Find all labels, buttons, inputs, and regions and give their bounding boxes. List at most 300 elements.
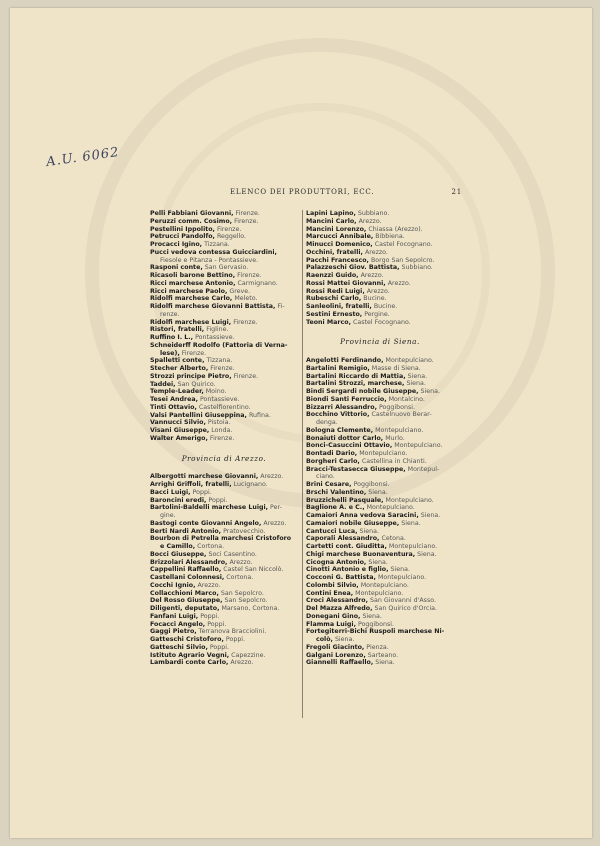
producer-place: Londa. (209, 427, 233, 434)
producer-place: Moino. (203, 388, 227, 396)
producer-place: Arezzo. (358, 272, 384, 279)
producer-name: Rasponi conte, (150, 264, 203, 272)
list-item (306, 659, 454, 667)
producer-name: Angelotti Ferdinando, (306, 357, 384, 364)
producer-place: Per- (268, 504, 282, 512)
producer-name: Biondi Santi Ferruccio, (306, 395, 387, 403)
producer-place: Poggibonsi. (351, 481, 390, 488)
producer-name: Palazzeschi Giov. Battista, (306, 264, 400, 272)
list-item (306, 613, 454, 621)
producer-place: Poggibonsi. (356, 620, 395, 628)
producer-name: Bartalini Remigio, (306, 364, 370, 372)
list-item (150, 241, 298, 249)
list-item (306, 504, 454, 512)
list-item (306, 288, 454, 296)
list-item (150, 365, 298, 373)
producer-name: Temple-Leader, (150, 388, 204, 396)
producer-name: Visani Giuseppe, (150, 427, 210, 434)
list-item (150, 481, 298, 489)
entries-list (150, 210, 298, 443)
producer-name: Contini Enea, (306, 589, 354, 597)
list-item (150, 319, 298, 327)
list-item (150, 566, 298, 574)
producer-name: Borgheri Carlo, (306, 457, 360, 465)
producer-name: Rossi Redi Luigi, (306, 287, 365, 295)
producer-name: Sanleolini, fratelli, (306, 303, 372, 310)
list-item (306, 590, 454, 598)
producer-place: Castelfiorentino. (196, 403, 251, 411)
producer-name: Camaiori Anna vedova Saracini, (306, 512, 419, 519)
producer-place: Siena. (366, 488, 388, 496)
producer-place: Sarteano. (365, 651, 399, 659)
producer-name: Brizzolari Alessandro, (150, 558, 228, 566)
producer-name: Cartetti cont. Giuditta, (306, 543, 387, 550)
producer-name: Pacchi Francesco, (306, 256, 369, 264)
list-item (306, 528, 454, 536)
producer-name: Schneiderff Rodolfo (Fattoria di Verna- (150, 341, 288, 349)
producer-name: Ricci marchese Antonio, (150, 279, 236, 287)
producer-name: colò, (316, 636, 333, 643)
producer-place: San Quirico. (175, 380, 216, 388)
list-item (150, 528, 298, 536)
list-item (150, 435, 298, 443)
list-item (150, 504, 298, 512)
producer-place: gine. (160, 512, 176, 519)
list-item (306, 388, 454, 396)
producer-place: San Giovanni d'Asso. (368, 597, 436, 605)
producer-name: Occhini, fratelli, (306, 248, 363, 256)
producer-name: Galgani Lorenzo, (306, 651, 366, 659)
list-item (150, 621, 298, 629)
producer-place: Firenze. (231, 372, 259, 380)
list-item (306, 404, 454, 412)
list-item (306, 458, 454, 466)
producer-place: Marsano, Cortona. (219, 605, 280, 612)
list-item (306, 450, 454, 458)
producer-place: Poggibonsi. (376, 403, 416, 411)
producer-place: Tizzana. (204, 357, 233, 365)
producer-place: Borgo San Sepolcro. (368, 256, 435, 264)
producer-place: Figline. (204, 326, 229, 334)
producer-place: Soci Casentino. (206, 550, 257, 558)
list-item (306, 551, 454, 559)
producer-place: Lucignano. (231, 481, 268, 488)
producer-place: Siena. (373, 659, 395, 667)
list-item (306, 427, 454, 435)
producer-place: Firenze. (235, 272, 262, 279)
entries-list-arezzo (150, 473, 298, 667)
list-item (306, 272, 454, 280)
producer-place: Arezzo. (258, 473, 284, 481)
list-item (306, 628, 454, 636)
producer-name: Bologna Clemente, (306, 426, 374, 434)
producer-name: Lambardi conte Carlo, (150, 659, 229, 667)
producer-place: Arezzo. (356, 217, 382, 225)
producer-name: Bruzzichelli Pasquale, (306, 496, 384, 504)
producer-place: San Gervasio. (202, 264, 249, 272)
list-item (306, 489, 454, 497)
producer-place: Siena. (388, 566, 410, 574)
producer-name: Stecher Alberto, (150, 365, 209, 372)
entries-list (306, 210, 454, 326)
producer-place: Siena. (418, 388, 441, 395)
list-item (306, 226, 454, 234)
list-item (150, 574, 298, 582)
producer-place: Firenze. (231, 318, 258, 326)
producer-place: Montepulciano. (353, 589, 404, 597)
list-item (306, 210, 454, 218)
producer-place: Castel San Niccolò. (221, 566, 284, 574)
producer-name: Caporali Alessandro, (306, 535, 380, 543)
producer-name: Croci Alessandro, (306, 597, 368, 605)
list-item (150, 489, 298, 497)
list-item (150, 543, 298, 551)
producer-name: Baroncini eredi, (150, 496, 207, 504)
producer-place: Montepulciano. (386, 543, 438, 550)
list-item (150, 257, 298, 265)
list-item (150, 326, 298, 334)
producer-place: Pergine. (362, 310, 390, 318)
list-item (150, 559, 298, 567)
producer-name: Fortegiterri-Bichi Ruspoli marchese Ni- (306, 628, 445, 636)
producer-place: Siena. (405, 372, 428, 380)
producer-place: Cortona. (195, 543, 225, 550)
list-item (306, 636, 454, 644)
list-item (306, 582, 454, 590)
producer-place: Siena. (366, 558, 388, 566)
producer-place: Siena. (360, 612, 382, 620)
list-item (306, 597, 454, 605)
list-item (150, 613, 298, 621)
producer-place: Poppi. (206, 496, 228, 504)
list-item (150, 551, 298, 559)
producer-name: Pucci vedova contessa Guicciardini, (150, 248, 277, 256)
list-item (150, 404, 298, 412)
producer-name: Pelli Fabbiani Giovanni, (150, 210, 234, 217)
producer-name: Diligenti, deputato, (150, 605, 220, 612)
producer-name: Gaggi Pietro, (150, 628, 197, 636)
producer-name: Walter Amerigo, (150, 434, 208, 442)
producer-place: Montepulciano. (375, 574, 427, 581)
list-item (150, 512, 298, 520)
list-item (150, 357, 298, 365)
producer-place: Murlo. (383, 434, 405, 442)
producer-place: Rufina. (246, 411, 271, 419)
producer-name: Spalletti conte, (150, 357, 205, 365)
producer-name: Petrucci Pandolfo, (150, 233, 215, 241)
list-item (306, 357, 454, 365)
producer-name: Taddei, (150, 380, 176, 388)
producer-name: Brini Cesare, (306, 481, 352, 488)
producer-place: Castel Focognano. (372, 241, 433, 248)
producer-name: Fanfani Luigi, (150, 612, 199, 620)
producer-place: Firenze. (179, 349, 207, 357)
list-item (306, 435, 454, 443)
producer-place: Terranova Bracciolini. (196, 628, 267, 636)
producer-place: Poppi. (198, 612, 220, 620)
producer-place: Reggello. (214, 233, 247, 241)
producer-name: Tinti Ottavio, (150, 403, 197, 411)
list-item (306, 295, 454, 303)
list-item (150, 311, 298, 319)
producer-place: ciano. (316, 473, 335, 481)
list-item (150, 597, 298, 605)
producer-name: Peruzzi comm. Cosimo, (150, 217, 233, 225)
producer-place: Bucine. (371, 303, 398, 310)
producer-name: Focacci Angelo, (150, 620, 206, 628)
producer-place: Castel Focognano. (350, 318, 411, 326)
handwritten-note: A.U. 6062 (45, 144, 121, 171)
producer-place: Firenze. (207, 434, 235, 442)
producer-name: Marcucci Annibale, (306, 233, 374, 241)
list-item (306, 233, 454, 241)
producer-place: Montepulciano. (392, 442, 443, 450)
producer-name: Vannucci Silvio, (150, 419, 206, 427)
list-item (150, 295, 298, 303)
producer-place: Montepulciano. (357, 450, 408, 457)
producer-name: Bastogi conte Giovanni Angelo, (150, 519, 262, 527)
producer-place: Siena. (357, 527, 380, 535)
producer-name: Pestellini Ippolito, (150, 225, 215, 233)
producer-place: San Quirico d'Orcia. (372, 605, 437, 612)
running-title: ELENCO DEI PRODUTTORI, ECC. (230, 188, 375, 196)
producer-place: Poppi. (223, 636, 246, 643)
producer-name: Ricasoli barone Bettino, (150, 272, 236, 279)
producer-place: Montepulciano. (383, 357, 434, 364)
producer-place: Montepulciano. (358, 581, 409, 589)
producer-name: Bartolini-Baldelli marchese Luigi, (150, 504, 269, 512)
producer-name: Arrighi Griffoli, fratelli, (150, 481, 232, 488)
producer-place: Poppi. (207, 643, 230, 651)
producer-place: Siena. (418, 512, 441, 519)
producer-name: Chigi marchese Buonaventura, (306, 550, 416, 558)
producer-name: Cicogna Antonio, (306, 558, 367, 566)
list-item (306, 380, 454, 388)
list-item (150, 628, 298, 636)
producer-place: Firenze. (214, 225, 242, 233)
list-item (150, 233, 298, 241)
list-item (150, 388, 298, 396)
list-item (306, 319, 454, 327)
list-item (306, 621, 454, 629)
list-item (150, 535, 298, 543)
producer-place: Siena. (415, 550, 437, 558)
producer-name: Procacci Igino, (150, 241, 203, 248)
list-item (306, 566, 454, 574)
list-item (150, 636, 298, 644)
producer-place: Cetona. (379, 535, 406, 543)
list-item (306, 543, 454, 551)
list-item (306, 280, 454, 288)
producer-place: Greve. (227, 287, 251, 295)
producer-place: Montepulciano. (373, 426, 424, 434)
list-item (306, 605, 454, 613)
producer-name: Cinotti Antonio e figlio, (306, 566, 389, 574)
producer-name: Berti Nardi Antonio, (150, 527, 222, 535)
list-item (150, 659, 298, 667)
producer-name: Strozzi principe Pietro, (150, 372, 232, 380)
producer-name: Del Mazza Alfredo, (306, 605, 373, 612)
producer-place: denga. (316, 419, 338, 426)
producer-place: Masse di Siena. (369, 364, 421, 372)
list-item (150, 582, 298, 590)
list-item (150, 590, 298, 598)
producer-place: San Sepolcro. (222, 597, 268, 605)
producer-name: Gatteschi Cristoforo, (150, 636, 224, 643)
list-item (150, 218, 298, 226)
producer-place: Bibbiena. (373, 233, 405, 241)
producer-place: Siena. (332, 636, 355, 643)
list-item (150, 473, 298, 481)
producer-name: Giannelli Raffaello, (306, 659, 374, 667)
list-item (150, 427, 298, 435)
producer-name: Ridolfi marchese Carlo, (150, 295, 233, 303)
list-item (150, 288, 298, 296)
producer-name: Brschi Valentino, (306, 488, 367, 496)
producer-place: Arezzo. (261, 519, 287, 527)
producer-place: San Sepolcro. (218, 589, 264, 597)
producer-name: Bartalini Strozzi, marchese, (306, 380, 405, 388)
list-item (150, 342, 298, 350)
producer-name: Bartalini Riccardo di Mattia, (306, 372, 406, 380)
list-item (306, 512, 454, 520)
producer-name: Baglione A. e C., (306, 504, 365, 512)
producer-place: Montepulciano. (383, 496, 434, 504)
producer-place: Fi- (275, 303, 285, 310)
producer-name: Bracci-Testasecca Giuseppe, (306, 465, 406, 473)
list-item (306, 241, 454, 249)
producer-place: Castelnuovo Berar- (369, 411, 432, 419)
producer-name: Bontadi Dario, (306, 450, 358, 457)
producer-place: Fiesole e Pitanza - Pontassieve. (160, 256, 259, 264)
producer-name: Ristori, fratelli, (150, 326, 205, 334)
producer-place: Siena. (399, 519, 421, 527)
producer-name: Bindi Sergardi nobile Giuseppe, (306, 388, 419, 395)
document-page (10, 8, 592, 838)
list-item (150, 226, 298, 234)
producer-place: Arezzo. (227, 558, 253, 566)
producer-place: Pratovecchio. (221, 527, 266, 535)
producer-name: Flamma Luigi, (306, 620, 356, 628)
producer-place: Siena. (404, 380, 426, 388)
producer-place: Meleto. (232, 295, 258, 303)
list-item (150, 334, 298, 342)
list-item (306, 218, 454, 226)
producer-name: Castellani Colonnesi, (150, 574, 225, 581)
producer-place: Firenze. (233, 210, 260, 217)
list-item (306, 373, 454, 381)
list-item (150, 605, 298, 613)
producer-name: Bonci-Casuccini Ottavio, (306, 442, 393, 450)
producer-place: Arezzo. (228, 659, 254, 667)
list-item (306, 311, 454, 319)
producer-name: lese), (160, 349, 180, 357)
list-item (306, 249, 454, 257)
list-item (150, 396, 298, 404)
producer-place: Poppi. (205, 620, 227, 628)
list-item (150, 419, 298, 427)
producer-name: Bacci Luigi, (150, 488, 191, 496)
list-item (306, 481, 454, 489)
list-item (306, 264, 454, 272)
producer-name: Mancini Carlo, (306, 217, 357, 225)
producer-name: Fregoli Giacinto, (306, 643, 365, 651)
producer-name: Colombi Silvio, (306, 581, 359, 589)
producer-name: Rossi Mattei Giovanni, (306, 279, 386, 287)
list-item (306, 257, 454, 265)
list-item (306, 473, 454, 481)
list-item (150, 350, 298, 358)
list-item (150, 303, 298, 311)
list-item (150, 381, 298, 389)
producer-place: Castellina in Chianti. (359, 457, 427, 465)
list-item (150, 412, 298, 420)
producer-name: Ridolfi marchese Giovanni Battista, (150, 303, 276, 310)
producer-place: Subbiano. (355, 210, 390, 217)
list-item (150, 373, 298, 381)
producer-name: Bourbon di Petrella marchesi Cristoforo (150, 535, 292, 543)
producer-name: Bocci Giuseppe, (150, 550, 207, 558)
list-item (150, 272, 298, 280)
list-item (150, 249, 298, 257)
producer-name: Cappellini Raffaello, (150, 566, 222, 574)
list-item (306, 497, 454, 505)
column-divider (302, 210, 303, 718)
list-item (306, 303, 454, 311)
producer-name: Donegani Gino, (306, 612, 361, 620)
producer-name: Sestini Ernesto, (306, 310, 363, 318)
producer-place: Poppi. (190, 488, 212, 496)
list-item (306, 559, 454, 567)
right-column (306, 210, 454, 667)
producer-name: Cantucci Luca, (306, 527, 358, 535)
producer-place: Arezzo. (362, 248, 388, 256)
list-item (306, 411, 454, 419)
producer-place: Cortona. (224, 574, 254, 581)
list-item (306, 466, 454, 474)
producer-place: Pontassieve. (197, 396, 240, 403)
producer-place: Carmignano. (235, 279, 278, 287)
producer-name: Minucci Domenico, (306, 241, 373, 248)
list-item (306, 535, 454, 543)
producer-name: Raenzzi Guido, (306, 272, 359, 279)
producer-name: Teoni Marco, (306, 318, 351, 326)
producer-name: Camaiori nobile Giuseppe, (306, 519, 400, 527)
producer-name: Ruffino I. L., (150, 334, 194, 341)
producer-place: Firenze. (232, 217, 259, 225)
list-item (306, 520, 454, 528)
left-column (150, 210, 298, 667)
section-heading-siena: Provincia di Siena. (340, 337, 420, 347)
producer-place: Montalcino. (386, 395, 425, 403)
producer-name: Mancini Lorenzo, (306, 225, 367, 233)
list-item (150, 280, 298, 288)
producer-name: Collacchioni Marco, (150, 589, 219, 597)
producer-place: Arezzo. (364, 287, 390, 295)
producer-name: Cocchi Ignio, (150, 581, 196, 589)
list-item (306, 652, 454, 660)
section-heading-arezzo: Provincia di Arezzo. (181, 453, 267, 463)
list-item (150, 644, 298, 652)
list-item (150, 210, 298, 218)
producer-name: Albergotti marchese Giovanni, (150, 473, 259, 481)
producer-place: Arezzo. (385, 279, 411, 287)
producer-place: Montepulciano. (364, 504, 415, 512)
producer-name: Gatteschi Silvio, (150, 643, 208, 651)
list-item (306, 644, 454, 652)
producer-name: Tesei Andrea, (150, 396, 198, 403)
list-item (150, 264, 298, 272)
